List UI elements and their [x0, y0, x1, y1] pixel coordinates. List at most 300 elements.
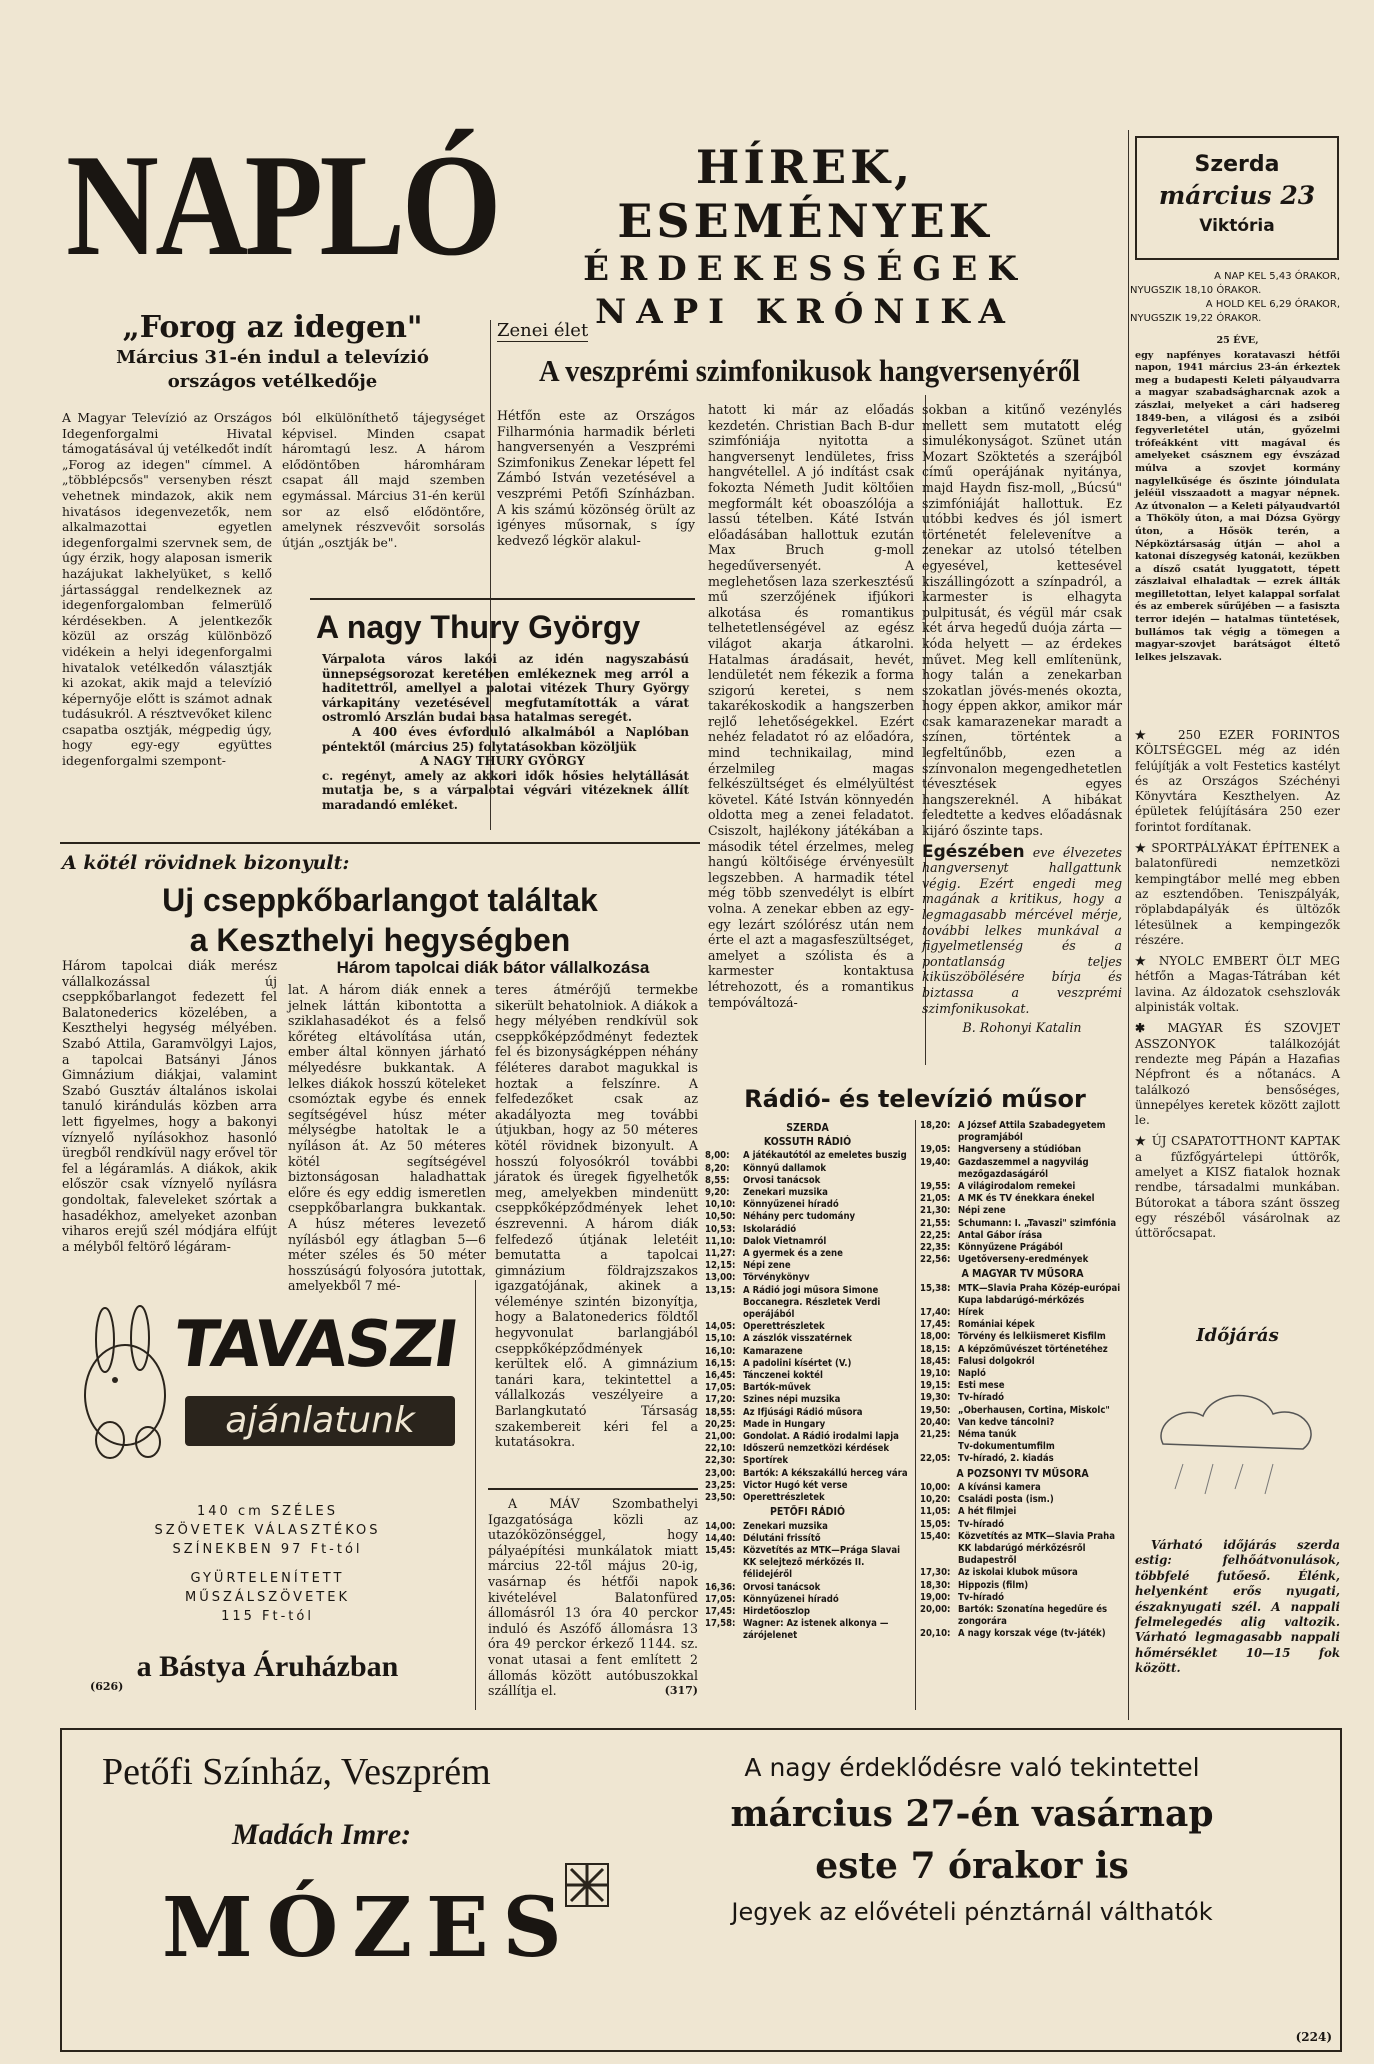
- schedule-program: A játékautótól az emeletes buszig: [743, 1150, 907, 1162]
- schedule-time: 8,00:: [705, 1150, 730, 1162]
- schedule-time: 18,55:: [705, 1406, 736, 1418]
- schedule-program: A kívánsi kamera: [958, 1481, 1041, 1493]
- brief-item: [1135, 1134, 1340, 1241]
- schedule-item: [920, 1218, 1125, 1230]
- schedule-item: [920, 1405, 1125, 1417]
- star-icon: ✱: [1135, 1021, 1168, 1036]
- schedule-program: Néma tanúk: [958, 1429, 1017, 1441]
- schedule-item: [705, 1260, 910, 1272]
- schedule-item: [705, 1370, 910, 1382]
- schedule-time: 12,15:: [705, 1260, 736, 1272]
- radio-title: Rádió- és televízió műsor: [744, 1085, 1086, 1113]
- schedule-program: Délutáni frissítő: [743, 1532, 821, 1544]
- forog-col-2: ból elkülöníthető tájegységet képvisel. Minden csapat háromtagú lesz. A három elődöntőben háromháram csapat áll majd szemben egymással. Március 31-én kerül sor az első elődöntőre, amelynek részvevőit sorsolás útján „osztják be".: [282, 410, 485, 550]
- name-day: Viktória: [1199, 216, 1275, 236]
- schedule-item: [705, 1358, 910, 1370]
- schedule-time: 19,30:: [920, 1392, 951, 1404]
- schedule-item: [705, 1533, 910, 1545]
- kossuth-head: KOSSUTH RÁDIÓ: [763, 1136, 852, 1149]
- schedule-program: Könnyűzene Prágából: [958, 1242, 1063, 1254]
- schedule-item: [705, 1248, 910, 1260]
- masthead-line-2: ÉRDEKESSÉGEK: [583, 249, 1027, 289]
- schedule-time: 17,20:: [705, 1394, 736, 1406]
- schedule-time: 15,40:: [920, 1530, 951, 1542]
- forog-sub-1: Március 31-én indul a televízió: [116, 347, 429, 368]
- logo: NAPLÓ: [66, 124, 499, 286]
- petofi-list: [705, 1521, 910, 1643]
- schedule-item: [920, 1181, 1125, 1193]
- egeszben-head: Egészében: [922, 841, 1025, 862]
- mav-text: A MÁV Szombathelyi Igazgatósága közli az utazóközönséggel, hogy pályaépítési munkálatok miatt március 22-től május 20-ig, vasárnap és hétfői napok kivételével Balatonfüred állomásról 13 óra 40 perckor induló és Aszófő állomásra 13 óra 49 perckor érkező 1144. sz. vonat utasai a fent említett 2 állomás között autóbuszokkal szállítja el.: [488, 1496, 698, 1699]
- schedule-program: Könnyűzenei híradó: [743, 1593, 839, 1605]
- schedule-item: [705, 1199, 910, 1211]
- schedule-program: Gondolat. A Rádió irodalmi lapja: [743, 1431, 899, 1443]
- star-icon: ★: [1135, 1134, 1152, 1149]
- schedule-time: 23,50:: [705, 1492, 736, 1504]
- schedule-item: [705, 1455, 910, 1467]
- tavaszi-ad: [60, 1280, 476, 1710]
- barlang-title-1: Uj cseppkőbarlangot találtak: [162, 882, 598, 918]
- schedule-item: [920, 1157, 1125, 1181]
- schedule-time: 18,20:: [920, 1120, 951, 1131]
- masthead-line-3: NAPI KRÓNIKA: [595, 292, 1015, 332]
- theatre-code: (224): [1295, 2030, 1332, 2044]
- schedule-program: A hét filmjei: [958, 1506, 1017, 1518]
- schedule-item: [705, 1346, 910, 1358]
- schedule-program: Törvény és lelkiismeret Kisfilm: [958, 1331, 1106, 1343]
- schedule-program: Iskolarádió: [743, 1223, 797, 1235]
- sun-rise: A NAP KEL 5,43 ÓRAKOR,: [1214, 271, 1340, 282]
- schedule-item: [705, 1150, 910, 1162]
- thury-text-4: c. regényt, amely az akkori idők hősies helytállását mutatja be, s a várpalotai végvári vitézeknek állít maradandó emléket.: [322, 768, 689, 812]
- schedule-item: [705, 1382, 910, 1394]
- schedule-item: [920, 1392, 1125, 1404]
- schedule-item: [920, 1283, 1125, 1307]
- star-icon: ★: [1135, 728, 1178, 742]
- zenei-kicker: Zenei élet: [497, 320, 589, 341]
- schedule-item: [705, 1285, 910, 1322]
- schedule-item: [705, 1431, 910, 1443]
- sun-set: NYUGSZIK 18,10 ÓRAKOR.: [1130, 285, 1262, 296]
- divider: [1128, 130, 1129, 1720]
- schedule-time: 17,05:: [705, 1593, 736, 1605]
- schedule-item: [920, 1628, 1125, 1640]
- schedule-program: Dalok Vietnamról: [743, 1235, 827, 1247]
- schedule-program: Közvetítés az MTK—Prága Slavai KK selejtező mérkőzés II. félidejéről: [743, 1544, 901, 1581]
- moon-rise: A HOLD KEL 6,29 ÓRAKOR,: [1205, 299, 1340, 310]
- schedule-program: Sportírek: [743, 1455, 789, 1467]
- schedule-program: Időszerű nemzetközi kérdések: [743, 1443, 890, 1455]
- schedule-item: [705, 1606, 910, 1618]
- schedule-time: 19,15:: [920, 1380, 951, 1392]
- schedule-time: 22,56:: [920, 1254, 951, 1266]
- schedule-time: 17,30:: [920, 1567, 951, 1579]
- schedule-time: 17,45:: [705, 1605, 736, 1617]
- schedule-program: Tv-dokumentumfilm: [958, 1441, 1055, 1453]
- schedule-item: [920, 1144, 1125, 1156]
- zenei-author: B. Rohonyi Katalin: [962, 1020, 1082, 1036]
- schedule-program: A világirodalom remekei: [958, 1181, 1076, 1193]
- brief-text: ÚJ CSAPATOTTHONT KAPTAK a fűzfőgyártelepi úttörők, amelyet a KISZ fiatalok hoznak rendbe, társadalmi munkában. Bútorokat a tábora szánt összeg egy részéből vásárolnak az úttörőcsapat.: [1135, 1134, 1341, 1241]
- zenei-col-3: [922, 402, 1122, 1036]
- schedule-program: Operettrészletek: [743, 1321, 825, 1333]
- barlang-title-2: a Keszthelyi hegységben: [189, 922, 571, 958]
- schedule-item: [920, 1205, 1125, 1217]
- schedule-item: [920, 1580, 1125, 1592]
- schedule-program: Antal Gábor írása: [958, 1229, 1043, 1241]
- schedule-item: [705, 1492, 910, 1504]
- schedule-item: [705, 1321, 910, 1333]
- schedule-program: Schumann: I. „Tavaszi" szimfónia: [958, 1217, 1117, 1229]
- schedule-item: [705, 1333, 910, 1345]
- weather-illustration: [1143, 1354, 1333, 1524]
- tavaszi-line-7: a Bástya Áruházban: [136, 1650, 399, 1683]
- schedule-time: 11,05:: [920, 1506, 951, 1518]
- schedule-time: 18,30:: [920, 1579, 951, 1591]
- date-value: március 23: [1158, 181, 1316, 210]
- brief-text: 250 EZER FORINTOS KÖLTSÉGGEL még az idén felújítják a volt Festetics kastélyt és az Országos Széchényi Könyvtára Keszthelyen. Az épületek felújítására 250 ezer forintot fordítanak.: [1135, 728, 1340, 834]
- schedule-time: 19,00:: [920, 1591, 951, 1603]
- barlang-col-2: lat. A három diák ennek a jelnek láttán kibontotta a sziklahasadékot és a felső kőréteg eltávolítása után, ember által könnyen járható mélyedésre bukkantak. A lelkes diákok hosszú köteleket csomóztak egybe és ennek segítségével húsz méter mélységbe hatoltak le a nyíláson át. Az 50 méteres kötél segítségével biztonságosan haladhattak előre és egy eddig ismeretlen cseppkőbarlangra bukkantak. A húsz méteres levezető nyílásból egy átlagban 5—6 méter széles és 50 méter hosszúságú folyosóra jutottak, amelyekből 7 mé-: [288, 982, 486, 1294]
- schedule-item: [920, 1242, 1125, 1254]
- zenei-col-3b: eve élvezetes hangversenyt hallgattunk végig. Ezért engedi meg magának a kritikus, hogy a legmagasabb mércével mérje, további lelkes munkával a figyelmetlenség és a pontatlanság teljes kiküszöbölésére bírja és biztassa a veszprémi szimfonikusokat.: [922, 844, 1122, 1016]
- schedule-time: 21,55:: [920, 1217, 951, 1229]
- schedule-item: [705, 1272, 910, 1284]
- brief-text: MAGYAR ÉS SZOVJET ASSZONYOK találkozóját rendezte meg Pápán a Hazafias Népfront és a nőtanács. A találkozó bensőséges, ünnepélyes keretek között zajlott le.: [1135, 1021, 1340, 1128]
- schedule-item: [705, 1468, 910, 1480]
- sun-moon-times: [1130, 270, 1340, 326]
- schedule-program: Az Ifjúsági Rádió műsora: [743, 1406, 863, 1418]
- schedule-item: [705, 1419, 910, 1431]
- brief-text: NYOLC EMBERT ÖLT MEG hétfőn a Magas-Tátrában két lavina. Az áldozatok csehszlovák alpinisták voltak.: [1135, 954, 1340, 1015]
- schedule-time: 19,10:: [920, 1368, 951, 1380]
- theatre-left-3: MÓZES: [162, 1880, 576, 1976]
- zenei-col-3-text: sokban a kitűnő vezénylés mellett sem mutatott elég simulékonyságot. Szünet után Mozart Szöktetés a szerájból című operájának nyitánya, majd Haydn fisz-moll, „Búcsú" szimfóniáját hallottuk. Ez utóbbi kedves és jól ismert történetét felelevenítve a zenekar az utolsó tételben egyesével, kettesével kiszállingózott a színpadról, a karmester is elhagyta pulpitusát, és végül már csak két árva hegedű duója zárta — kóda helyett — az érdekes művet. Meg kell említenünk, hogy talán a zenekarban szokatlan jövés-menés okozta, hogy éppen akkor, amikor már csak kamarazenekar maradt a színen, történtek a legfeltűnőbb, ezen a színvonalon megengedhetetlen tévesztések egyes hangszereknél. A hibákat feledtette a kedves előadásnak kijáró őszinte taps.: [922, 402, 1122, 839]
- schedule-time: 11,10:: [705, 1235, 736, 1247]
- schedule-time: 21,30:: [920, 1205, 951, 1217]
- schedule-program: Népi zene: [743, 1260, 791, 1272]
- schedule-item: [705, 1163, 910, 1175]
- schedule-program: Made in Hungary: [743, 1418, 826, 1430]
- schedule-item: [920, 1356, 1125, 1368]
- schedule-time: 23,00:: [705, 1467, 736, 1479]
- schedule-item: [920, 1531, 1125, 1568]
- thury-text-2: A 400 éves évforduló alkalmából a Naplóban péntektől (március 25) folytatásokban közöljük: [322, 724, 689, 754]
- thury-text: Várpalota város lakói az idén nagyszabású ünnepségsorozat keretében emlékeznek meg arról a haditettről, amellyel a palotai vitézek Thury György várkapitány vezetésével megfutamították a várat ostromló Arszlán budai basa hatalmas seregét.: [322, 652, 689, 725]
- radio-day: SZERDA: [786, 1122, 829, 1134]
- schedule-item: [705, 1480, 910, 1492]
- schedule-program: Hirdetőoszlop: [743, 1605, 811, 1617]
- date-day: Szerda: [1194, 152, 1280, 177]
- brief-item: [1135, 954, 1340, 1015]
- divider: [488, 1488, 698, 1490]
- schedule-program: Hangverseny a stúdióban: [958, 1144, 1082, 1156]
- schedule-item: [920, 1494, 1125, 1506]
- schedule-program: A padolini kísértet (V.): [743, 1357, 852, 1369]
- radio-col-1: [705, 1120, 910, 1643]
- schedule-item: [920, 1230, 1125, 1242]
- weather-title: Időjárás: [1196, 1325, 1279, 1346]
- mav-notice: [488, 1488, 698, 1697]
- schedule-item: [920, 1506, 1125, 1518]
- schedule-program: Családi posta (ism.): [958, 1494, 1054, 1506]
- schedule-item: [920, 1417, 1125, 1429]
- star-icon: ★: [1135, 841, 1152, 856]
- schedule-program: Néhány perc tudomány: [743, 1211, 856, 1223]
- schedule-time: 23,25:: [705, 1479, 736, 1491]
- schedule-time: 18,45:: [920, 1355, 951, 1367]
- schedule-program: Az iskolai klubok műsora: [958, 1567, 1078, 1579]
- divider: [915, 1120, 916, 1710]
- schedule-time: 18,15:: [920, 1343, 951, 1355]
- schedule-program: Wagner: Az istenek alkonya — zárójelenet: [743, 1618, 889, 1642]
- schedule-item: [920, 1307, 1125, 1319]
- schedule-time: 15,10:: [705, 1333, 736, 1345]
- schedule-item: [920, 1453, 1125, 1465]
- schedule-program: Ugetőverseny-eredmények: [958, 1254, 1089, 1266]
- schedule-time: 20,40:: [920, 1416, 951, 1428]
- schedule-time: 10,53:: [705, 1223, 736, 1235]
- tavaszi-banner: [70, 1300, 460, 1460]
- forog-sub-2: országos vetélkedője: [167, 371, 378, 392]
- schedule-item: [920, 1519, 1125, 1531]
- masthead-line-1: HÍREK, ESEMÉNYEK: [617, 140, 993, 248]
- schedule-time: 16,15:: [705, 1357, 736, 1369]
- schedule-program: „Oberhausen, Cortina, Miskolc": [958, 1404, 1110, 1416]
- schedule-item: [705, 1618, 910, 1642]
- schedule-item: [705, 1443, 910, 1455]
- history-column: [1135, 335, 1340, 664]
- schedule-item: [920, 1319, 1125, 1331]
- schedule-time: 22,35:: [920, 1242, 951, 1254]
- schedule-item: [705, 1394, 910, 1406]
- schedule-time: 15,45:: [705, 1544, 736, 1556]
- schedule-item: [705, 1545, 910, 1582]
- schedule-item: [705, 1582, 910, 1594]
- schedule-item: [705, 1211, 910, 1223]
- schedule-item: [705, 1224, 910, 1236]
- tavaszi-code: (626): [90, 1680, 124, 1693]
- brief-item: [1135, 1021, 1340, 1128]
- schedule-time: 10,20:: [920, 1494, 951, 1506]
- zenei-title: A veszprémi szimfonikusok hangversenyéről: [538, 353, 1081, 388]
- schedule-program: Van kedve táncolni?: [958, 1416, 1055, 1428]
- schedule-program: Bartók-művek: [743, 1382, 811, 1394]
- schedule-program: A zászlók visszatérnek: [743, 1333, 852, 1345]
- schedule-item: [920, 1254, 1125, 1266]
- schedule-item: [920, 1193, 1125, 1205]
- schedule-program: Tánczenei koktél: [743, 1370, 823, 1382]
- schedule-program: Victor Hugó két verse: [743, 1479, 848, 1491]
- schedule-program: Szines népi muzsika: [743, 1394, 841, 1406]
- schedule-program: A MK és TV énekkara énekel: [958, 1193, 1095, 1205]
- radio-evening-list: [920, 1120, 1125, 1266]
- schedule-program: Népi zene: [958, 1205, 1006, 1217]
- tavaszi-title: TAVASZI: [169, 1308, 462, 1382]
- forog-headline: [60, 310, 485, 394]
- schedule-item: [705, 1175, 910, 1187]
- ornament-icon: [562, 1860, 612, 1910]
- petofi-head: PETŐFI RÁDIÓ: [769, 1506, 846, 1519]
- schedule-time: 19,55:: [920, 1181, 951, 1193]
- schedule-item: [920, 1441, 1125, 1453]
- schedule-program: Tv-híradó: [958, 1591, 1004, 1603]
- theatre-right-4: Jegyek az elővételi pénztárnál válthatók: [731, 1898, 1213, 1926]
- schedule-item: [920, 1331, 1125, 1343]
- schedule-item: [920, 1368, 1125, 1380]
- schedule-item: [705, 1236, 910, 1248]
- star-icon: ★: [1135, 954, 1159, 969]
- schedule-program: Tv-híradó, 2. kiadás: [958, 1453, 1054, 1465]
- schedule-time: 17,40:: [920, 1307, 951, 1319]
- theatre-right-1: A nagy érdeklődésre való tekintettel: [744, 1753, 1200, 1782]
- barlang-col-3: teres átmérőjű termekbe sikerült behatolniok. A diákok a hegy mélyében rendkívül sok cseppkőképződményt fedeztek fel és bizonyságképpen néhány féléteres darabot magukkal is hoztak a felszínre. A felfedezőket csak az akadályozta meg további útjukban, hogy az 50 méteres kötél rövidnek bizonyult. A hosszú folyosókról további járatok és üregek figyelhetők meg, amelyekben mindenütt cseppkőképződmények lehet észrevenni. A három diák felfedező útjának leletéit bemutatta a tapolcai gimnázium földrajzszakos igazgatójának, akinek a véleménye szintén bizonyítja, hogy a Balatonederics földtől hegyvonulat barlangjából cseppkőképződmények kerültek elő. A gimnázium tanári kara, tekintettel a vállalkozás veszélyeire a Barlangkutató Társaság szakembereit kéri fel a kutatásokra.: [495, 982, 699, 1450]
- tavaszi-line-2: SZÖVETEK VÁLASZTÉKOS: [154, 1523, 381, 1538]
- schedule-program: Napló: [958, 1368, 986, 1380]
- schedule-program: Közvetítés az MTK—Slavia Praha KK labdarúgó mérkőzésről Budapestről: [958, 1530, 1116, 1567]
- schedule-time: 17,05:: [705, 1382, 736, 1394]
- schedule-program: Bartók: A kékszakállú herceg vára: [743, 1467, 908, 1479]
- thury-text-3: A NAGY THURY GYÖRGY: [419, 754, 586, 769]
- schedule-item: [705, 1407, 910, 1419]
- schedule-program: A gyermek és a zene: [743, 1248, 843, 1260]
- thury-box: [310, 598, 695, 830]
- divider: [60, 842, 700, 844]
- schedule-program: Könnyűzenei híradó: [743, 1199, 839, 1211]
- pozsony-list: [920, 1482, 1125, 1641]
- schedule-item: [920, 1429, 1125, 1441]
- schedule-time: 19,50:: [920, 1404, 951, 1416]
- schedule-program: A József Attila Szabadegyetem programjából: [958, 1120, 1106, 1144]
- schedule-time: 19,40:: [920, 1156, 951, 1168]
- schedule-program: Orvosi tanácsok: [743, 1174, 821, 1186]
- schedule-item: [920, 1482, 1125, 1494]
- schedule-time: 15,05:: [920, 1518, 951, 1530]
- schedule-time: 22,30:: [705, 1455, 736, 1467]
- zenei-col-2: hatott ki már az előadás kezdetén. Christian Bach B-dur szimfóniája nyitotta a hangversenyt lendületes, friss hangvétellel. A jó indítást csak fokozta Németh Judit költőien megformált két oboaszólója a lassú tételben. Káté István előadásában hallottuk ezután Max Bruch g-moll hegedűversenyét. A meglehetősen laza szerkesztésű mű szerzőjének ifjúkori alkotása és romantikus telhetetlenségével az egész világot akarja átkarolni. Hatalmas áradásait, hevét, lendületét nem fékezik a forma szigorú keretei, s nem takarékoskodik a hangszerben rejlő lehetőségekkel. Ezért nehéz feladatot ró az előadóra, mind technikailag, mind érzelmileg magas felkészültséget és elmélyültést követel. Káté István könnyedén oldotta meg a zenei feladatot. Csiszolt, hajlékony játékában a második tétel érzelmes, meleg hangú költőisége érvényesült legszebben. A harmadik tétel még több szenvedélyt is elbírt volna. A zenekar ebben az egy-egy lezárt szólórész után nem érte el azt a magasfeszültséget, amelyet a szólista és a karmester kontaktusa létrehozott, és a romantikus tempóváltozá-: [708, 402, 914, 1010]
- theatre-right-3: este 7 órakor is: [815, 1845, 1129, 1887]
- schedule-program: Falusi dolgokról: [958, 1355, 1035, 1367]
- masthead-headline: [505, 140, 1105, 334]
- schedule-time: 14,00:: [705, 1520, 736, 1532]
- schedule-program: Gazdaszemmel a nagyvilág mezőgazdaságáról: [958, 1156, 1089, 1180]
- barlang-col-1: Három tapolcai diák merész vállalkozással új cseppkőbarlangot fedezett fel Balatonederics közelében, a Keszthelyi hegység mélyében. Szabó Attila, Garamvölgyi Lajos, a tapolcai Batsányi János Gimnázium diákjai, valamint Szabó Gusztáv általános iskolai tanuló kirándulás közben arra lett figyelmes, hogy a bakonyi víznyelő nyílásokhoz hasonló üregből rendkívül nagy erővel tör fel a légáramlás. A diákok, akik először csak víznyelő nyílásra gondoltak, faleveleket szórtak a hasadékhoz, amelyeket azonban viharos erejű szél módjára elfújt a mélyből feltörő légáram-: [62, 958, 277, 1254]
- schedule-time: 13,15:: [705, 1284, 736, 1296]
- schedule-program: A Rádió jogi műsora Simone Boccanegra. Részletek Verdi operájából: [743, 1284, 881, 1321]
- schedule-time: 8,55:: [705, 1174, 730, 1186]
- schedule-item: [920, 1604, 1125, 1628]
- weather-box: [1135, 1325, 1340, 1677]
- theatre-ad: [60, 1728, 1342, 2052]
- schedule-program: Romániai képek: [958, 1319, 1035, 1331]
- pozsony-head: A POZSONYI TV MŰSORA: [956, 1467, 1089, 1480]
- schedule-time: 9,20:: [705, 1187, 730, 1199]
- schedule-program: A képzőművészet történetéhez: [958, 1343, 1108, 1355]
- schedule-time: 21,05:: [920, 1193, 951, 1205]
- schedule-time: 22,25:: [920, 1229, 951, 1241]
- history-text: egy napfényes koratavaszi hétfői napon, 1941 március 23-án érkeztek meg a budapesti Keleti pályaudvarra a magyar szabadságharcnak azok a zászlai, melyeket a cári hadsereg 1849-ben, a világosi és a zsibói fegyverletétel után, győzelmi trófeákként vitt magával és amelyeket császnem egy évszázad múlva a szovjet kormány nagylelkűsége és őszinte jóindulata jeléül visszaadott a magyar népnek. Az útvonalon — a Keleti pályaudvartól a Thököly úton, a mai Dózsa György úton, a Hősök terén, a Népköztársaság útján — ahol a katonai díszegység katonái, kezükben a dísző csatát lyuggatott, tépett zászlaival elhaladtak — ezrek állták megilletottan, lelyet kalappal sorfalat és az emberek sűrűjében — a fasiszta terror idején — hatalmas tüntetések, bullámos tak végig a tömegen a magyar-szovjet barátságot éltető lelkes jelszavak.: [1135, 349, 1340, 663]
- schedule-time: 16,10:: [705, 1345, 736, 1357]
- schedule-program: Tv-híradó: [958, 1392, 1004, 1404]
- schedule-time: 17,45:: [920, 1319, 951, 1331]
- schedule-program: Esti mese: [958, 1380, 1005, 1392]
- schedule-item: [920, 1120, 1125, 1144]
- kossuth-list: [705, 1150, 910, 1504]
- tavaszi-line-3: SZÍNEKBEN 97 Ft-tól: [172, 1542, 363, 1557]
- schedule-program: Bartók: Szonatína hegedűre és zongorára: [958, 1603, 1108, 1628]
- barlang-headline: [60, 880, 700, 960]
- mav-code: (317): [664, 1683, 698, 1697]
- weather-text: Várható időjárás szerda estig: felhőátvonulások, többfelé futőeső. Élénk, helyenként erős nyugati, északnyugati szél. A nappali felmelegedés alig valtozik. Várható legmagasabb nappali hőmérséklet 10—15 fok között.: [1135, 1538, 1340, 1676]
- forog-title: „Forog az idegen": [122, 310, 423, 345]
- mtv-list: [920, 1283, 1125, 1466]
- briefs-column: [1135, 728, 1340, 1248]
- tavaszi-line-4: GYÜRTELENÍTETT: [190, 1571, 345, 1586]
- schedule-program: Zenekari muzsika: [743, 1187, 828, 1199]
- schedule-program: Könnyű dallamok: [743, 1162, 827, 1174]
- forog-col-1: A Magyar Televízió az Országos Idegenforgalmi Hivatal támogatásával új vetélkedőt indít „Forog az idegen" címmel. A „többlépcsős" versenyben részt vehetnek mindazok, akik nem hivatásos idegenvezetők, nem alkalmazottai egyetlen idegenforgalmi szervnek sem, de úgy érzik, hogy alaposan ismerik hazájukat lakhelyüket, s kellő jártassággal rendelkeznek az idegenforgalomban felmerülő kérdésekben. A jelentkezők közül az ország különböző vidékein a helyi idegenforgalmi hivatalok vetélkedőn választják ki azokat, akik majd a televízió képernyője előtt is számot adnak tudásukról. A résztvevőket kilenc csapatba osztják, mégpedig úgy, hogy egy-egy együttes idegenforgalmi szempont-: [62, 410, 272, 769]
- schedule-program: Tv-híradó: [958, 1518, 1004, 1530]
- barlang-sub: Három tapolcai diák bátor vállalkozása: [336, 958, 650, 977]
- brief-item: [1135, 841, 1340, 948]
- tavaszi-line-6: 115 Ft-tól: [221, 1609, 314, 1624]
- mtv-head: A MAGYAR TV MŰSORA: [961, 1268, 1084, 1281]
- tavaszi-sub: ajánlatunk: [185, 1396, 455, 1446]
- radio-col-2: [920, 1120, 1125, 1641]
- schedule-item: [920, 1567, 1125, 1579]
- schedule-program: A nagy korszak vége (tv-játék): [958, 1628, 1106, 1640]
- theatre-left-1: Petőfi Színház, Veszprém: [102, 1751, 491, 1793]
- history-head: 25 ÉVE,: [1216, 335, 1259, 346]
- tavaszi-line-5: MŰSZÁLSZÖVETEK: [185, 1590, 350, 1605]
- schedule-time: 22,10:: [705, 1443, 736, 1455]
- schedule-time: 20,00:: [920, 1603, 951, 1615]
- brief-text: SPORTPÁLYÁKAT ÉPÍTENEK a balatonfüredi nemzetközi kempingtábor mellé meg ebben az esztendőben. Teniszpályák, röplabdapályák és ültözők létesülnek a kempingezők részére.: [1135, 841, 1341, 947]
- schedule-time: 10,10:: [705, 1199, 736, 1211]
- schedule-time: 20,25:: [705, 1418, 736, 1430]
- zenei-col-1: Hétfőn este az Országos Filharmónia harmadik bérleti hangversenyén a Veszprémi Szimfonikus Zenekar lépett fel Zámbó István vezetésével a veszprémi Petőfi Színházban. A kis számú közönség örült az igényes műsornak, s így kedvező légkör alakul-: [497, 408, 695, 548]
- schedule-item: [705, 1521, 910, 1533]
- schedule-time: 14,40:: [705, 1532, 736, 1544]
- schedule-time: 21,00:: [705, 1431, 736, 1443]
- barlang-kicker: A kötél rövidnek bizonyult:: [62, 852, 350, 874]
- schedule-time: 17,58:: [705, 1618, 736, 1630]
- schedule-time: 14,05:: [705, 1321, 736, 1333]
- theatre-left-2: Madách Imre:: [232, 1818, 412, 1851]
- schedule-program: Zenekari muzsika: [743, 1520, 828, 1532]
- schedule-time: [920, 1441, 958, 1453]
- schedule-time: 11,27:: [705, 1248, 736, 1260]
- schedule-time: 19,05:: [920, 1144, 951, 1156]
- schedule-program: MTK—Slavia Praha Közép-európai Kupa labdarúgó-mérkőzés: [958, 1282, 1121, 1306]
- theatre-right-2: március 27-én vasárnap: [730, 1793, 1214, 1835]
- schedule-program: Kamarazene: [743, 1345, 803, 1357]
- schedule-time: 18,00:: [920, 1331, 951, 1343]
- schedule-time: 22,05:: [920, 1453, 951, 1465]
- schedule-time: 16,45:: [705, 1370, 736, 1382]
- schedule-item: [920, 1380, 1125, 1392]
- schedule-program: Hippozis (film): [958, 1579, 1029, 1591]
- schedule-time: 10,00:: [920, 1481, 951, 1493]
- schedule-program: Operettrészletek: [743, 1492, 825, 1504]
- schedule-time: 21,25:: [920, 1429, 951, 1441]
- schedule-time: 10,50:: [705, 1211, 736, 1223]
- schedule-time: 16,36:: [705, 1581, 736, 1593]
- schedule-program: Hírek: [958, 1307, 984, 1319]
- date-box: [1135, 136, 1339, 260]
- schedule-program: Orvosi tanácsok: [743, 1581, 821, 1593]
- schedule-item: [705, 1187, 910, 1199]
